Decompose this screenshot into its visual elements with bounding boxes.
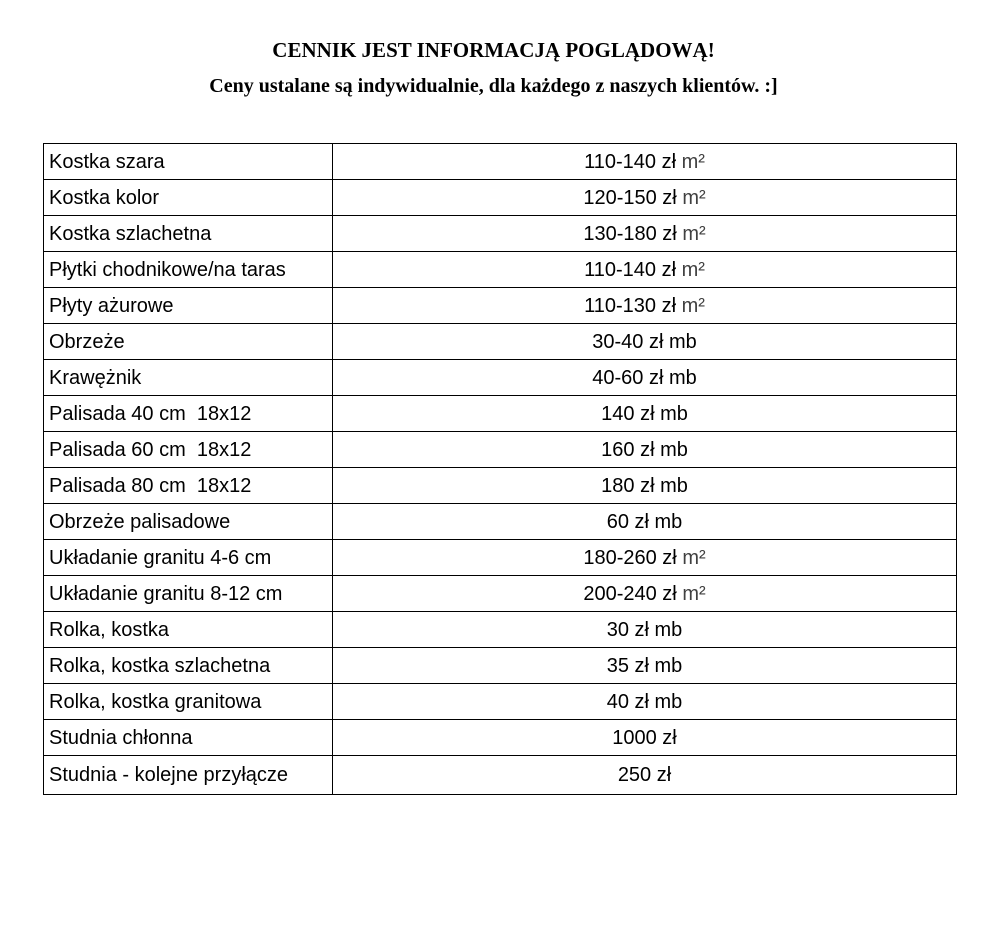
price-unit: m² — [682, 582, 706, 605]
table-row — [44, 360, 957, 396]
table-row — [44, 648, 957, 684]
table-row — [44, 216, 957, 252]
price-cell — [333, 504, 957, 540]
service-name-cell: Płytki chodnikowe/na taras — [44, 252, 333, 288]
price-unit: m² — [682, 186, 706, 209]
table-row — [44, 576, 957, 612]
price-unit: m² — [681, 258, 705, 281]
price-value: 110-140 zł — [584, 258, 677, 281]
price-value: 30 zł mb — [606, 618, 683, 641]
table-row — [44, 288, 957, 324]
service-name-cell: Układanie granitu 4-6 cm — [44, 540, 333, 576]
price-cell — [333, 756, 957, 795]
service-name-cell: Rolka, kostka szlachetna — [44, 648, 333, 684]
price-value: 200-240 zł — [583, 582, 677, 605]
price-value: 60 zł mb — [606, 510, 683, 533]
service-name-cell: Kostka szlachetna — [44, 216, 333, 252]
price-unit: m² — [681, 150, 705, 173]
price-value: 110-130 zł — [584, 294, 677, 317]
table-row — [44, 612, 957, 648]
price-value: 160 zł mb — [601, 438, 688, 461]
service-name-cell: Palisada 40 cm 18x12 — [44, 396, 333, 432]
table-row — [44, 144, 957, 180]
price-cell — [333, 288, 957, 324]
price-unit: m² — [681, 294, 705, 317]
price-cell — [333, 720, 957, 756]
service-name-cell: Kostka kolor — [44, 180, 333, 216]
price-cell — [333, 360, 957, 396]
service-name-cell: Płyty ażurowe — [44, 288, 333, 324]
service-name-cell: Obrzeże — [44, 324, 333, 360]
table-row — [44, 324, 957, 360]
table-row — [44, 684, 957, 720]
price-list-table — [43, 143, 957, 795]
price-unit: m² — [682, 222, 706, 245]
price-cell — [333, 612, 957, 648]
service-name-cell: Studnia - kolejne przyłącze — [44, 756, 333, 795]
table-row — [44, 396, 957, 432]
price-value: 140 zł mb — [601, 402, 688, 425]
price-value: 110-140 zł — [584, 150, 677, 173]
table-row — [44, 756, 957, 795]
service-name-cell: Palisada 80 cm 18x12 — [44, 468, 333, 504]
service-name-cell: Obrzeże palisadowe — [44, 504, 333, 540]
table-row — [44, 504, 957, 540]
price-cell — [333, 396, 957, 432]
price-cell — [333, 468, 957, 504]
page-title: CENNIK JEST INFORMACJĄ POGLĄDOWĄ! — [272, 38, 715, 62]
price-unit: m² — [682, 546, 706, 569]
price-value: 180-260 zł — [583, 546, 677, 569]
table-row — [44, 468, 957, 504]
price-value: 35 zł mb — [606, 654, 683, 677]
price-cell — [333, 576, 957, 612]
price-value: 180 zł mb — [601, 474, 688, 497]
service-name-cell: Rolka, kostka — [44, 612, 333, 648]
price-cell — [333, 540, 957, 576]
service-name-cell: Kostka szara — [44, 144, 333, 180]
price-cell — [333, 432, 957, 468]
price-cell — [333, 324, 957, 360]
price-value: 1000 zł — [612, 726, 677, 749]
price-value: 40-60 zł mb — [592, 366, 697, 389]
price-value: 30-40 zł mb — [592, 330, 697, 353]
price-cell — [333, 216, 957, 252]
table-row — [44, 720, 957, 756]
price-list-body — [44, 144, 957, 795]
table-row — [44, 252, 957, 288]
service-name-cell: Krawężnik — [44, 360, 333, 396]
price-value: 250 zł — [617, 764, 672, 786]
table-row — [44, 432, 957, 468]
table-row — [44, 180, 957, 216]
service-name-cell: Rolka, kostka granitowa — [44, 684, 333, 720]
price-cell — [333, 252, 957, 288]
page-subtitle: Ceny ustalane są indywidualnie, dla każdego z naszych klientów. :] — [209, 75, 778, 97]
service-name-cell: Układanie granitu 8-12 cm — [44, 576, 333, 612]
price-value: 120-150 zł — [583, 186, 677, 209]
price-cell — [333, 180, 957, 216]
price-cell — [333, 648, 957, 684]
service-name-cell: Studnia chłonna — [44, 720, 333, 756]
table-row — [44, 540, 957, 576]
price-value: 40 zł mb — [606, 690, 683, 713]
price-cell — [333, 144, 957, 180]
price-value: 130-180 zł — [583, 222, 677, 245]
service-name-cell: Palisada 60 cm 18x12 — [44, 432, 333, 468]
price-cell — [333, 684, 957, 720]
